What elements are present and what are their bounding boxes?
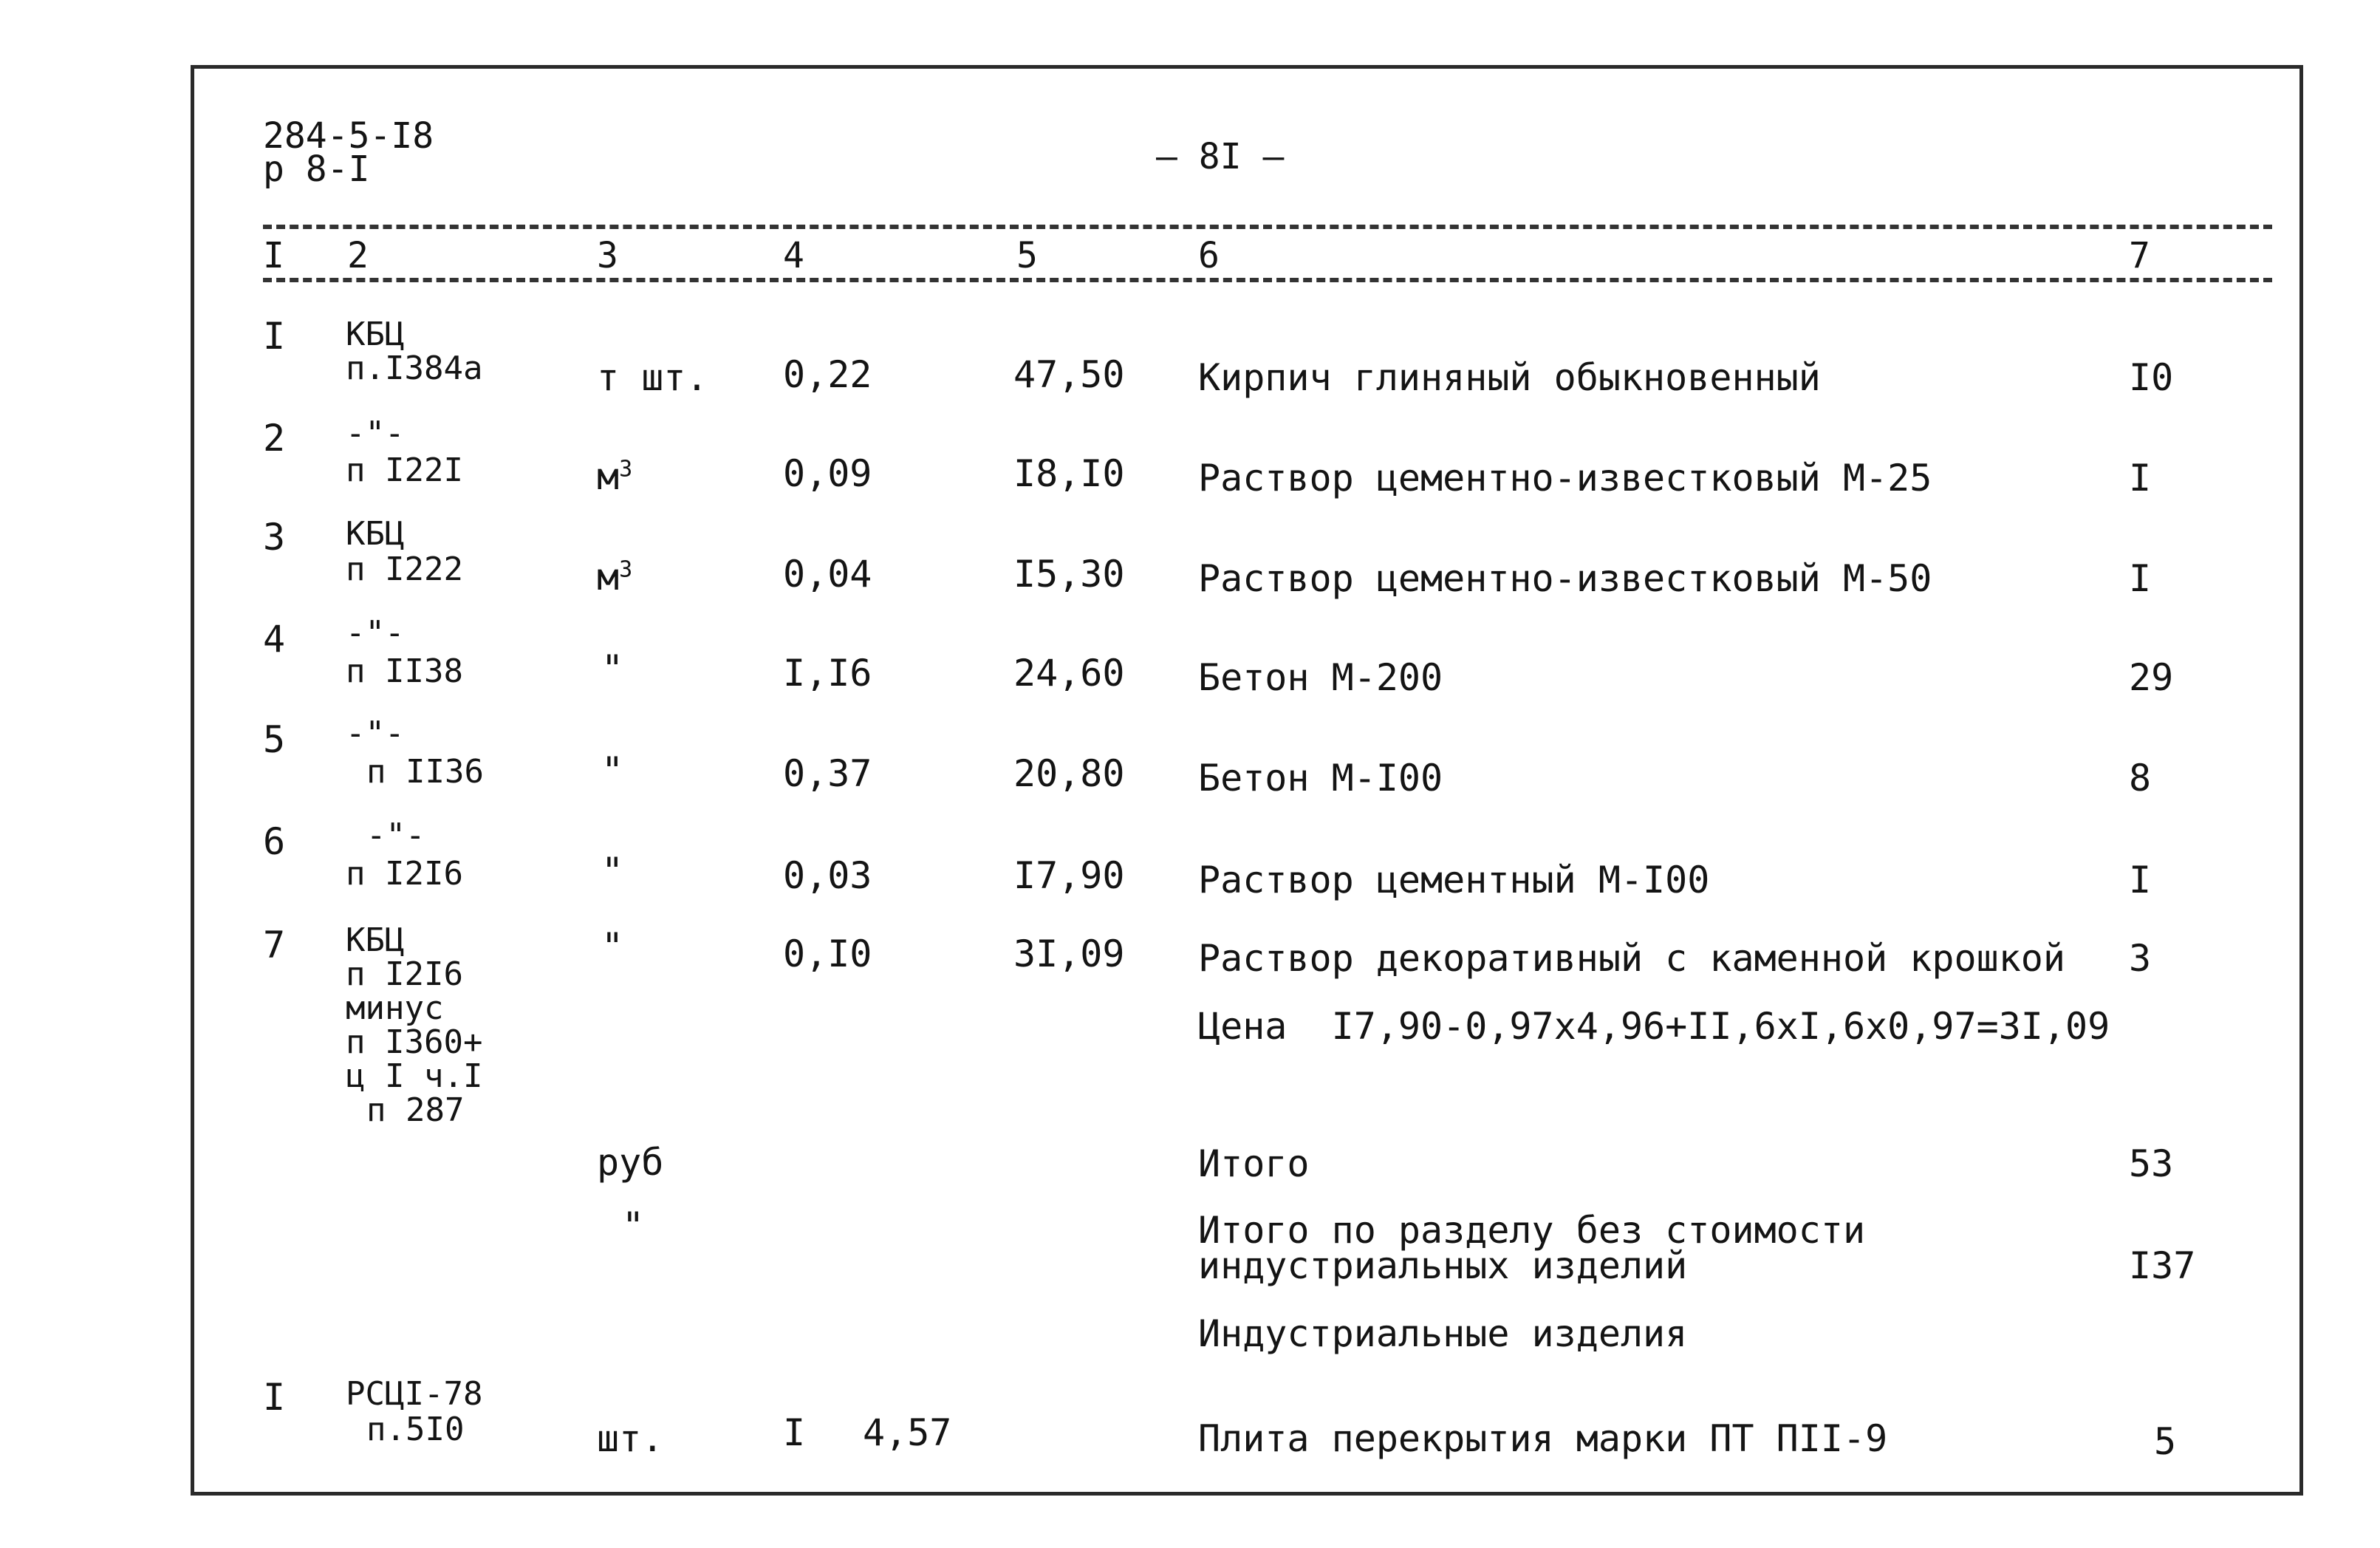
column-header-5: 5 bbox=[1016, 235, 1038, 276]
row-total: I bbox=[2129, 557, 2152, 600]
row-total: I bbox=[2129, 457, 2152, 499]
row-source: п I22I bbox=[346, 451, 463, 489]
column-header-1: I bbox=[263, 235, 284, 276]
column-header-4: 4 bbox=[783, 235, 804, 276]
row-unit: " bbox=[601, 647, 624, 690]
section-heading: Индустриальные изделия bbox=[1198, 1312, 1688, 1355]
row-source: КБЦ bbox=[346, 921, 405, 959]
unit-text: м bbox=[597, 455, 620, 498]
header-rule-bottom bbox=[263, 278, 2272, 282]
row-quantity: 0,37 bbox=[783, 752, 872, 795]
row-source: -"- bbox=[346, 415, 405, 452]
row-number: I bbox=[263, 315, 286, 358]
row-quantity: I bbox=[783, 1411, 806, 1454]
row-source: п.I384а bbox=[346, 350, 483, 387]
row-source: п I360+ bbox=[346, 1023, 483, 1061]
row-source: п II36 bbox=[366, 753, 484, 791]
row-unit bbox=[597, 556, 633, 599]
column-header-7: 7 bbox=[2129, 235, 2150, 276]
row-unit: шт. bbox=[597, 1417, 664, 1460]
row-description: Раствор цементно-известковый М-50 bbox=[1198, 557, 1932, 600]
row-number: 3 bbox=[263, 516, 286, 559]
row-source: КБЦ bbox=[346, 316, 405, 353]
row-source: ц I ч.I bbox=[346, 1057, 483, 1095]
column-header-2: 2 bbox=[347, 235, 369, 276]
row-description: Плита перекрытия марки ПТ ПII-9 bbox=[1198, 1417, 1888, 1460]
row-unit: " bbox=[601, 925, 624, 968]
unit-exponent: 3 bbox=[619, 556, 633, 583]
row-price: 24,60 bbox=[1013, 652, 1125, 695]
summary-label: Итого по разделу без стоимости bbox=[1198, 1209, 1866, 1252]
row-source: п I2I6 bbox=[346, 855, 463, 893]
unit-exponent: 3 bbox=[619, 456, 633, 483]
row-number: I bbox=[263, 1376, 286, 1419]
row-description: Раствор цементно-известковый М-25 bbox=[1198, 457, 1932, 499]
row-description: Бетон М-I00 bbox=[1198, 757, 1443, 799]
row-description: Бетон М-200 bbox=[1198, 656, 1443, 699]
unit-text: м bbox=[597, 556, 620, 599]
row-source: КБЦ bbox=[346, 515, 405, 553]
row-quantity: 0,04 bbox=[783, 553, 872, 596]
row-source: п.5I0 bbox=[366, 1411, 465, 1448]
sheet-number: р 8-I bbox=[263, 149, 370, 190]
row-source: -"- bbox=[346, 715, 405, 752]
row-description: Раствор декоративный с каменной крошкой bbox=[1198, 937, 2065, 980]
price-calculation-note: Цена I7,90-0,97х4,96+II,6хI,6х0,97=3I,09 bbox=[1198, 1005, 2110, 1048]
header-rule-top bbox=[263, 225, 2272, 229]
summary-label: Итого bbox=[1198, 1142, 1310, 1185]
row-total: 5 bbox=[2154, 1420, 2177, 1463]
row-price: I7,90 bbox=[1013, 854, 1125, 897]
row-description: Кирпич глиняный обыкновенный bbox=[1198, 356, 1821, 399]
row-unit: " bbox=[601, 749, 624, 792]
row-total: 8 bbox=[2129, 757, 2152, 799]
row-quantity: 0,03 bbox=[783, 854, 872, 897]
row-price: I8,I0 bbox=[1013, 452, 1125, 495]
row-unit: " bbox=[601, 850, 624, 893]
summary-total: I37 bbox=[2129, 1244, 2196, 1287]
summary-unit: руб bbox=[597, 1141, 664, 1184]
row-source: п I222 bbox=[346, 550, 463, 588]
row-source: -"- bbox=[366, 816, 425, 854]
row-source: п II38 bbox=[346, 652, 463, 690]
page-number: — 8I — bbox=[1156, 136, 1285, 177]
summary-label: индустриальных изделий bbox=[1198, 1244, 1688, 1287]
row-source: минус bbox=[346, 989, 444, 1027]
row-number: 4 bbox=[263, 618, 286, 661]
row-price: 3I,09 bbox=[1013, 932, 1125, 975]
row-quantity: 0,I0 bbox=[783, 932, 872, 975]
row-quantity: I,I6 bbox=[783, 652, 872, 695]
row-number: 5 bbox=[263, 718, 286, 761]
row-total: I bbox=[2129, 859, 2152, 901]
column-header-3: 3 bbox=[597, 235, 618, 276]
row-total: I0 bbox=[2129, 356, 2174, 399]
row-price: 4,57 bbox=[863, 1411, 952, 1454]
row-description: Раствор цементный М-I00 bbox=[1198, 859, 1710, 901]
row-total: 29 bbox=[2129, 656, 2174, 699]
row-number: 6 bbox=[263, 820, 286, 863]
row-number: 2 bbox=[263, 417, 286, 460]
summary-unit: " bbox=[622, 1204, 645, 1247]
row-source: п I2I6 bbox=[346, 955, 463, 993]
row-price: I5,30 bbox=[1013, 553, 1125, 596]
row-unit: т шт. bbox=[597, 356, 708, 399]
column-header-6: 6 bbox=[1198, 235, 1220, 276]
row-unit bbox=[597, 455, 633, 498]
row-total: 3 bbox=[2129, 937, 2152, 980]
row-source: РСЦI-78 bbox=[346, 1375, 483, 1413]
row-price: 20,80 bbox=[1013, 752, 1125, 795]
row-source: п 287 bbox=[366, 1091, 465, 1129]
summary-total: 53 bbox=[2129, 1142, 2174, 1185]
row-price: 47,50 bbox=[1013, 353, 1125, 396]
row-source: -"- bbox=[346, 614, 405, 652]
row-number: 7 bbox=[263, 924, 286, 966]
document-code: 284-5-I8 bbox=[263, 115, 434, 157]
row-quantity: 0,22 bbox=[783, 353, 872, 396]
row-quantity: 0,09 bbox=[783, 452, 872, 495]
